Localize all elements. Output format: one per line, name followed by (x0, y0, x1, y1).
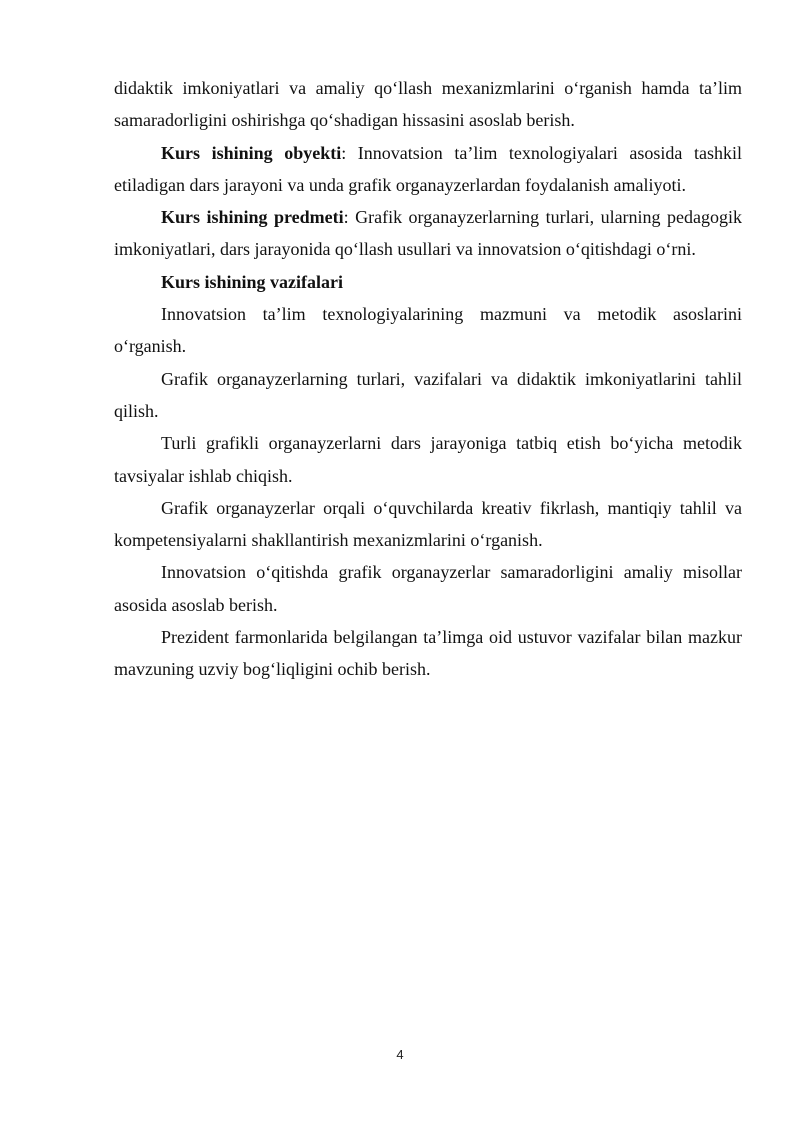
task-item: Turli grafikli organayzerlarni dars jarayoniga tatbiq etish bo‘yicha metodik tavsiyalar ishlab chiqish. (114, 433, 742, 486)
intro-paragraph: didaktik imkoniyatlari va amaliy qo‘llash mexanizmlarini o‘rganish hamda ta’lim samaradorligini oshirishga qo‘shadigan hissasini asoslab berish. (114, 78, 742, 131)
page-number: 4 (396, 1047, 404, 1062)
object-label: Kurs ishining obyekti (161, 142, 342, 163)
subject-text: : Grafik organayzerlarning turlari, ularning pedagogik imkoniyatlari, dars jarayonida qo‘llash usullari va innovatsion o‘qitishdagi o‘rni. (114, 207, 743, 260)
task-item: Prezident farmonlarida belgilangan ta’limga oid ustuvor vazifalar bilan mazkur mavzuning uzviy bog‘liqligini ochib berish. (114, 627, 742, 680)
subject-label: Kurs ishining predmeti (161, 207, 344, 228)
object-text: : Innovatsion ta’lim texnologiyalari asosida tashkil etiladigan dars jarayoni va unda grafik organayzerlardan foydalanish amaliyoti. (114, 142, 742, 195)
task-item: Grafik organayzerlarning turlari, vazifalari va didaktik imkoniyatlarini tahlil qilish. (114, 368, 742, 421)
subject-paragraph (114, 201, 742, 266)
task-item: Innovatsion o‘qitishda grafik organayzerlar samaradorligini amaliy misollar asosida asoslab berish. (114, 562, 742, 615)
tasks-heading: Kurs ishining vazifalari (161, 271, 344, 292)
page-content (114, 72, 742, 686)
object-paragraph (114, 137, 742, 202)
task-item: Innovatsion ta’lim texnologiyalarining mazmuni va metodik asoslarini o‘rganish. (114, 304, 742, 357)
task-item: Grafik organayzerlar orqali o‘quvchilarda kreativ fikrlash, mantiqiy tahlil va kompetensiyalarni shakllantirish mexanizmlarini o‘rganish. (114, 497, 742, 551)
